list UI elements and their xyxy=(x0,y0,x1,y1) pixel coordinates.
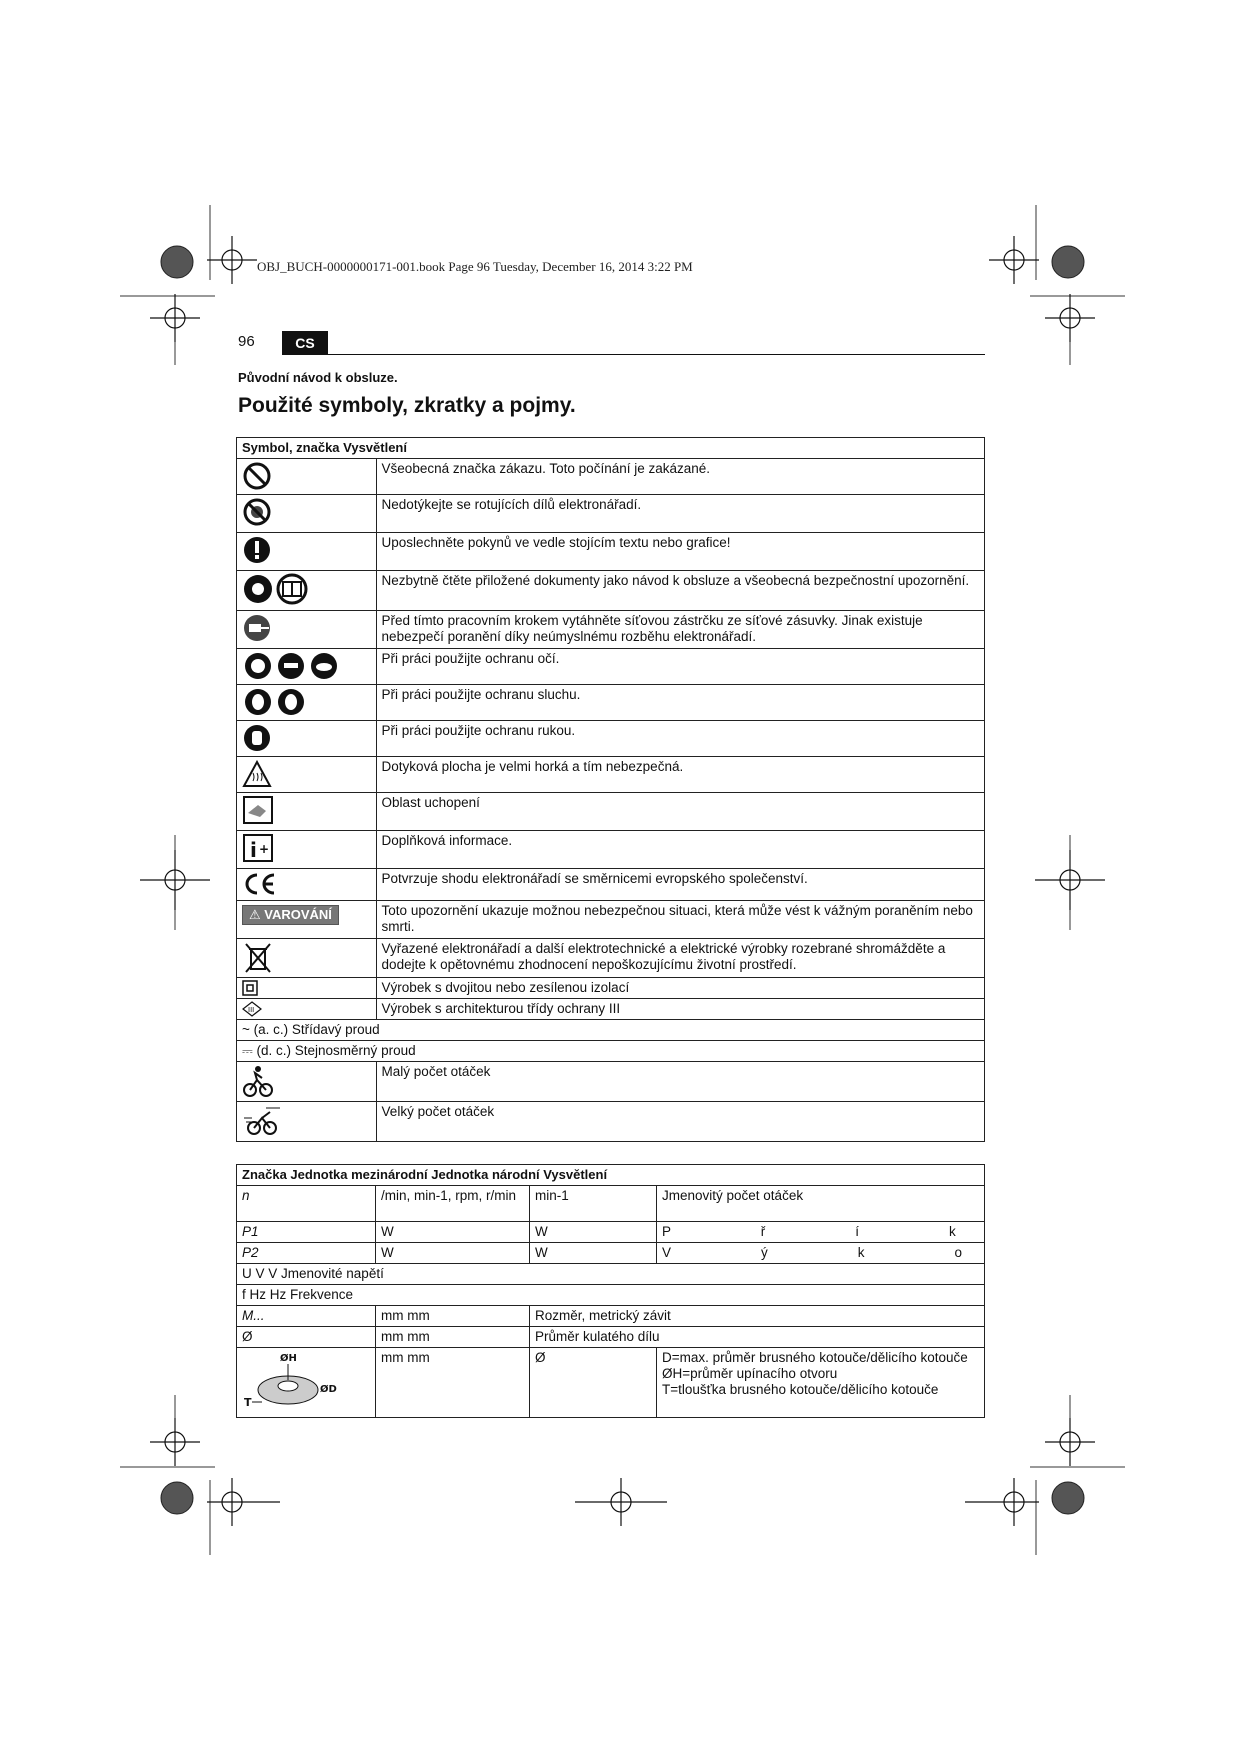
units-cell: n xyxy=(237,1186,376,1222)
units-cell: /min, min-1, rpm, r/min xyxy=(376,1186,530,1222)
symbols-table-header: Symbol, značka Vysvětlení xyxy=(237,438,985,459)
symbols-row-text: Při práci použijte ochranu sluchu. xyxy=(376,685,984,721)
warning-badge: ⚠ VAROVÁNÍ xyxy=(242,905,339,925)
ce-mark-icon xyxy=(242,871,278,897)
units-cell: P ř í k xyxy=(657,1222,985,1243)
units-table-header: Značka Jednotka mezinárodní Jednotka národní Vysvětlení xyxy=(237,1165,985,1186)
svg-text:T: T xyxy=(244,1396,252,1409)
symbols-row-text: Malý počet otáček xyxy=(376,1062,984,1102)
ear-protection-icon xyxy=(242,687,312,717)
exclamation-icon xyxy=(242,535,272,565)
units-cell: Jmenovitý počet otáček xyxy=(657,1186,985,1222)
units-cell: W xyxy=(530,1222,657,1243)
header-rule xyxy=(282,354,985,355)
svg-text:+: + xyxy=(259,842,270,856)
info-icon xyxy=(242,833,274,863)
symbols-row-text: Při práci použijte ochranu rukou. xyxy=(376,721,984,757)
units-cell: Rozměr, metrický závit xyxy=(530,1306,985,1327)
symbols-row-text: Velký počet otáček xyxy=(376,1102,984,1142)
language-badge: CS xyxy=(282,331,328,355)
subtitle: Původní návod k obsluze. xyxy=(238,370,398,385)
symbols-row-text: Nezbytně čtěte přiložené dokumenty jako návod k obsluze a všeobecná bezpečnostní upozornění. xyxy=(376,571,984,611)
no-touch-rotating-icon xyxy=(242,497,272,527)
symbols-row-full: ~ (a. c.) Střídavý proud xyxy=(237,1020,985,1041)
read-manual-icon xyxy=(242,573,312,605)
unplug-icon xyxy=(242,613,272,643)
svg-text:ØD: ØD xyxy=(320,1384,337,1395)
units-cell: Ø xyxy=(530,1348,657,1418)
units-table xyxy=(236,1164,985,1418)
svg-text:III: III xyxy=(248,1006,255,1014)
symbols-row-text: Před tímto pracovním krokem vytáhněte síťovou zástrčku ze síťové zásuvky. Jinak existuje nebezpečí poranění díky neúmyslnému rozběhu elektronářadí. xyxy=(376,611,984,649)
symbols-row-text: Oblast uchopení xyxy=(376,793,984,831)
symbols-table xyxy=(236,437,985,1142)
class-iii-icon xyxy=(242,1001,262,1017)
page-number: 96 xyxy=(238,333,255,350)
symbols-row-text: Doplňková informace. xyxy=(376,831,984,869)
symbols-row-text: Výrobek s architekturou třídy ochrany III xyxy=(376,999,984,1020)
svg-text:i: i xyxy=(250,838,257,862)
eye-protection-icon xyxy=(242,651,342,681)
units-cell: P1 xyxy=(237,1222,376,1243)
double-insulation-icon xyxy=(242,980,258,996)
units-cell: mm mm xyxy=(376,1348,530,1418)
symbols-row-full: ⎓ (d. c.) Stejnosměrný proud xyxy=(237,1041,985,1062)
hot-surface-icon xyxy=(242,759,272,789)
file-header-line: OBJ_BUCH-0000000171-001.book Page 96 Tuesday, December 16, 2014 3:22 PM xyxy=(257,259,693,274)
units-cell: M... xyxy=(237,1306,376,1327)
units-cell: P2 xyxy=(237,1243,376,1264)
low-speed-icon xyxy=(242,1064,274,1098)
units-cell: W xyxy=(376,1222,530,1243)
units-cell: Průměr kulatého dílu xyxy=(530,1327,985,1348)
prohibition-icon xyxy=(242,461,272,491)
symbols-row-text: Všeobecná značka zákazu. Toto počínání je zakázané. xyxy=(376,459,984,495)
units-cell: mm mm xyxy=(376,1306,530,1327)
symbols-row-text: Uposlechněte pokynů ve vedle stojícím textu nebo grafice! xyxy=(376,533,984,571)
units-row-full: U V V Jmenovité napětí xyxy=(237,1264,985,1285)
units-row-full: f Hz Hz Frekvence xyxy=(237,1285,985,1306)
svg-text:ØH: ØH xyxy=(280,1353,297,1364)
weee-bin-icon xyxy=(242,941,274,975)
units-cell: W xyxy=(530,1243,657,1264)
units-cell: Ø xyxy=(237,1327,376,1348)
symbols-row-text: Výrobek s dvojitou nebo zesílenou izolací xyxy=(376,978,984,999)
symbols-row-text: Při práci použijte ochranu očí. xyxy=(376,649,984,685)
symbols-row-text: Dotyková plocha je velmi horká a tím nebezpečná. xyxy=(376,757,984,793)
symbols-row-text: Potvrzuje shodu elektronářadí se směrnicemi evropského společenství. xyxy=(376,869,984,901)
hand-protection-icon xyxy=(242,723,272,753)
units-cell: V ý k o xyxy=(657,1243,985,1264)
units-cell: W xyxy=(376,1243,530,1264)
grip-area-icon xyxy=(242,795,274,825)
grinding-disc-diagram-icon xyxy=(242,1350,338,1412)
symbols-row-text: Nedotýkejte se rotujících dílů elektronářadí. xyxy=(376,495,984,533)
symbols-row-text: Toto upozornění ukazuje možnou nebezpečnou situaci, která může vést k vážným poraněním nebo smrti. xyxy=(376,901,984,939)
units-cell: mm mm xyxy=(376,1327,530,1348)
units-cell: D=max. průměr brusného kotouče/dělicího kotouče ØH=průměr upínacího otvoru T=tloušťka brusného kotouče/dělicího kotouče xyxy=(657,1348,985,1418)
page-title: Použité symboly, zkratky a pojmy. xyxy=(238,394,576,417)
high-speed-icon xyxy=(242,1104,282,1138)
units-cell: min-1 xyxy=(530,1186,657,1222)
symbols-row-text: Vyřazené elektronářadí a další elektrotechnické a elektrické výrobky rozebrané shromážděte a dodejte k opětovnému zhodnocení nepoškozujícímu životní prostředí. xyxy=(376,939,984,978)
